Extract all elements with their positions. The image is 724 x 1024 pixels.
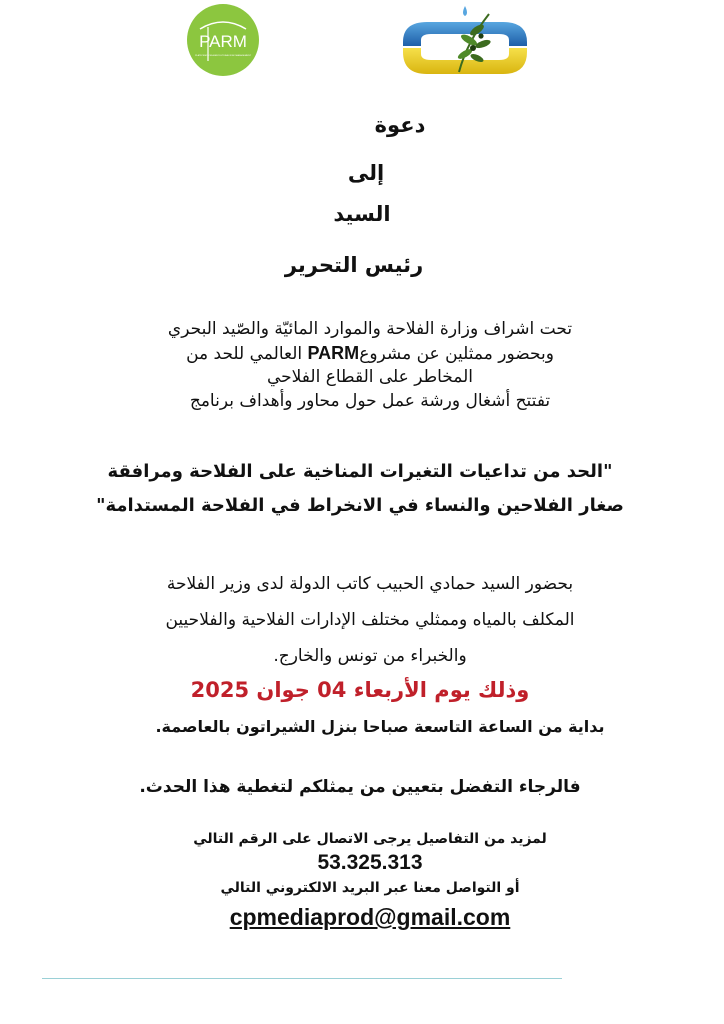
program-title-line-2: صغار الفلاحين والنساء في الانخراط في الفلاحة المستدامة" [96, 495, 624, 516]
coverage-request: فالرجاء التفضل بتعيين من يمثلكم لتغطية هذا الحدث. [139, 777, 581, 797]
event-start-location: بداية من الساعة التاسعة صباحا بنزل الشيراتون بالعاصمة. [155, 717, 605, 736]
program-title [58, 455, 662, 523]
parm-logo [186, 3, 260, 77]
event-date: وذلك يوم الأربعاء 04 جوان 2025 [190, 678, 530, 702]
intro-line-2-post: العالمي للحد من [186, 344, 308, 364]
parm-brand: PARM [307, 343, 360, 363]
intro-line-3: المخاطر على القطاع الفلاحي [266, 367, 474, 387]
intro-line-2 [40, 341, 700, 365]
ministry-logo [397, 2, 533, 90]
attendance-line-3: والخبراء من تونس والخارج. [273, 646, 467, 666]
invitation-to: إلى [347, 161, 385, 185]
intro-line-2-pre: وبحضور ممثلين عن مشروع [359, 344, 554, 364]
intro-line-1: تحت اشراف وزارة الفلاحة والموارد المائيّة والصّيد البحري [167, 319, 573, 339]
phone-label: لمزيد من التفاصيل يرجى الاتصال على الرقم التالي [193, 831, 547, 847]
parm-logo-subtitle: PLATFORM FOR AGRICULTURAL RISK MANAGEMENT [194, 55, 252, 57]
attendance-line-1: بحضور السيد حمادي الحبيب كاتب الدولة لدى وزير الفلاحة [166, 574, 574, 594]
invitation-title: دعوة [374, 113, 426, 137]
invitation-recipient: رئيس التحرير [284, 253, 424, 277]
attendance-paragraph [40, 566, 700, 674]
phone-number[interactable]: 53.325.313 [317, 851, 423, 874]
intro-line-4: تفتتح أشغال ورشة عمل حول محاور وأهداف برنامج [189, 391, 551, 411]
intro-paragraph [40, 317, 700, 413]
attendance-line-2: المكلف بالمياه وممثلي مختلف الإدارات الفلاحية والفلاحيين [165, 610, 575, 630]
email-link[interactable]: cpmediaprod@gmail.com [229, 904, 511, 930]
program-title-line-1: "الحد من تداعيات التغيرات المناخية على الفلاحة ومرافقة [107, 461, 613, 482]
email-label: أو التواصل معنا عبر البريد الالكتروني التالي [220, 880, 520, 896]
footer-divider [42, 978, 562, 979]
parm-logo-text: PARM [199, 32, 247, 51]
invitation-honorific: السيد [333, 202, 391, 226]
